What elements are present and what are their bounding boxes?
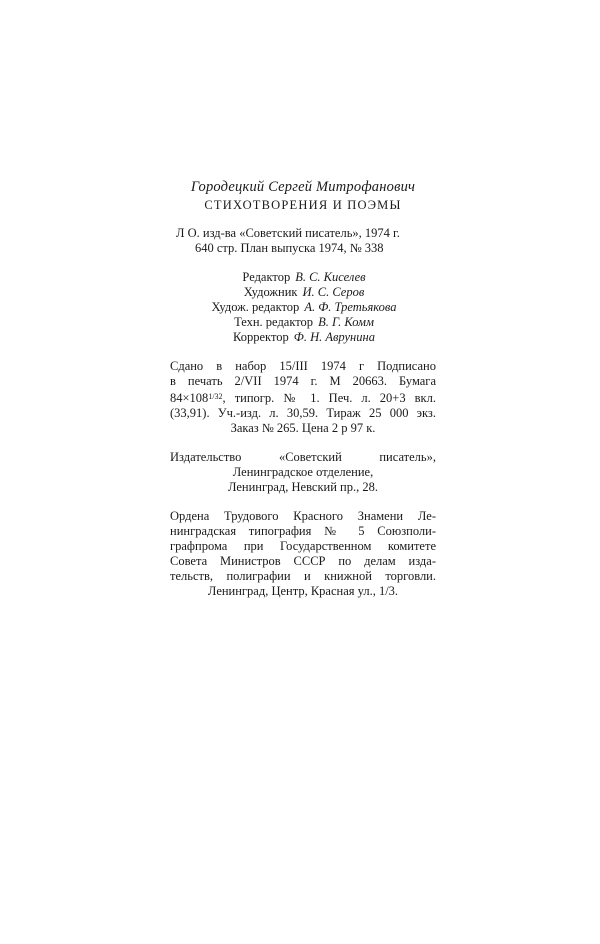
spacer xyxy=(170,256,436,270)
author-name: Городецкий Сергей Митрофанович xyxy=(190,179,416,195)
publisher-address-line-1: Издательство «Советский писатель», xyxy=(170,450,436,464)
printing-house-line-5: тельств, полиграфии и книжной торговли. xyxy=(170,569,436,583)
credit-name: В. Г. Комм xyxy=(318,315,374,329)
credit-role: Художник xyxy=(243,285,298,299)
colophon-page xyxy=(170,178,436,599)
publisher-address-block xyxy=(170,450,436,495)
credits-block xyxy=(194,270,414,345)
credit-proofreader xyxy=(194,330,414,345)
paper-format: 84×108 xyxy=(170,391,209,405)
credit-art-editor xyxy=(194,300,414,315)
credit-editor xyxy=(194,270,414,285)
printing-house-line-2: нинградская типография № 5 Союзполи- xyxy=(170,524,436,538)
printing-house-line-3: графпрома при Государственном комитете xyxy=(170,539,436,553)
print-details-line-3-rest: , типогр. № 1. Печ. л. 20+3 вкл. xyxy=(222,391,436,405)
paper-format-fraction: 1/32 xyxy=(208,392,223,401)
publisher-address-line-2: Ленинградское отделение, xyxy=(232,465,374,479)
publisher-line-2: 640 стр. План выпуска 1974, № 338 xyxy=(195,241,384,255)
credit-name: Ф. Н. Аврунина xyxy=(293,330,375,344)
credit-name: В. С. Киселев xyxy=(295,270,366,284)
credit-role: Техн. редактор xyxy=(234,315,314,329)
credit-role: Худож. редактор xyxy=(211,300,300,314)
print-details-line-3 xyxy=(170,389,436,406)
credit-name: А. Ф. Третьякова xyxy=(304,300,397,314)
book-title: СТИХОТВОРЕНИЯ И ПОЭМЫ xyxy=(204,198,402,212)
credit-artist xyxy=(194,285,414,300)
printing-house-block xyxy=(170,509,436,599)
print-details-line-4: (33,91). Уч.-изд. л. 30,59. Тираж 25 000 экз. xyxy=(170,406,436,420)
credit-name: И. С. Серов xyxy=(302,285,365,299)
print-details-line-2: в печать 2/VII 1974 г. М 20663. Бумага xyxy=(170,374,436,388)
publisher-address-line-3: Ленинград, Невский пр., 28. xyxy=(227,480,378,494)
publisher-line-1: Л О. изд-ва «Советский писатель», 1974 г. xyxy=(176,226,400,240)
printing-house-line-6: Ленинград, Центр, Красная ул., 1/3. xyxy=(207,584,399,598)
printing-house-line-4: Совета Министров СССР по делам изда- xyxy=(170,554,436,568)
spacer xyxy=(170,495,436,509)
spacer xyxy=(170,345,436,359)
credit-role: Корректор xyxy=(233,330,289,344)
print-details-block xyxy=(170,359,436,436)
print-details-line-5: Заказ № 265. Цена 2 р 97 к. xyxy=(230,421,376,435)
credit-tech-editor xyxy=(194,315,414,330)
credit-role: Редактор xyxy=(242,270,291,284)
print-details-line-1: Сдано в набор 15/III 1974 г Подписано xyxy=(170,359,436,373)
printing-house-line-1: Ордена Трудового Красного Знамени Ле- xyxy=(170,509,436,523)
spacer xyxy=(170,436,436,450)
spacer xyxy=(170,214,436,226)
